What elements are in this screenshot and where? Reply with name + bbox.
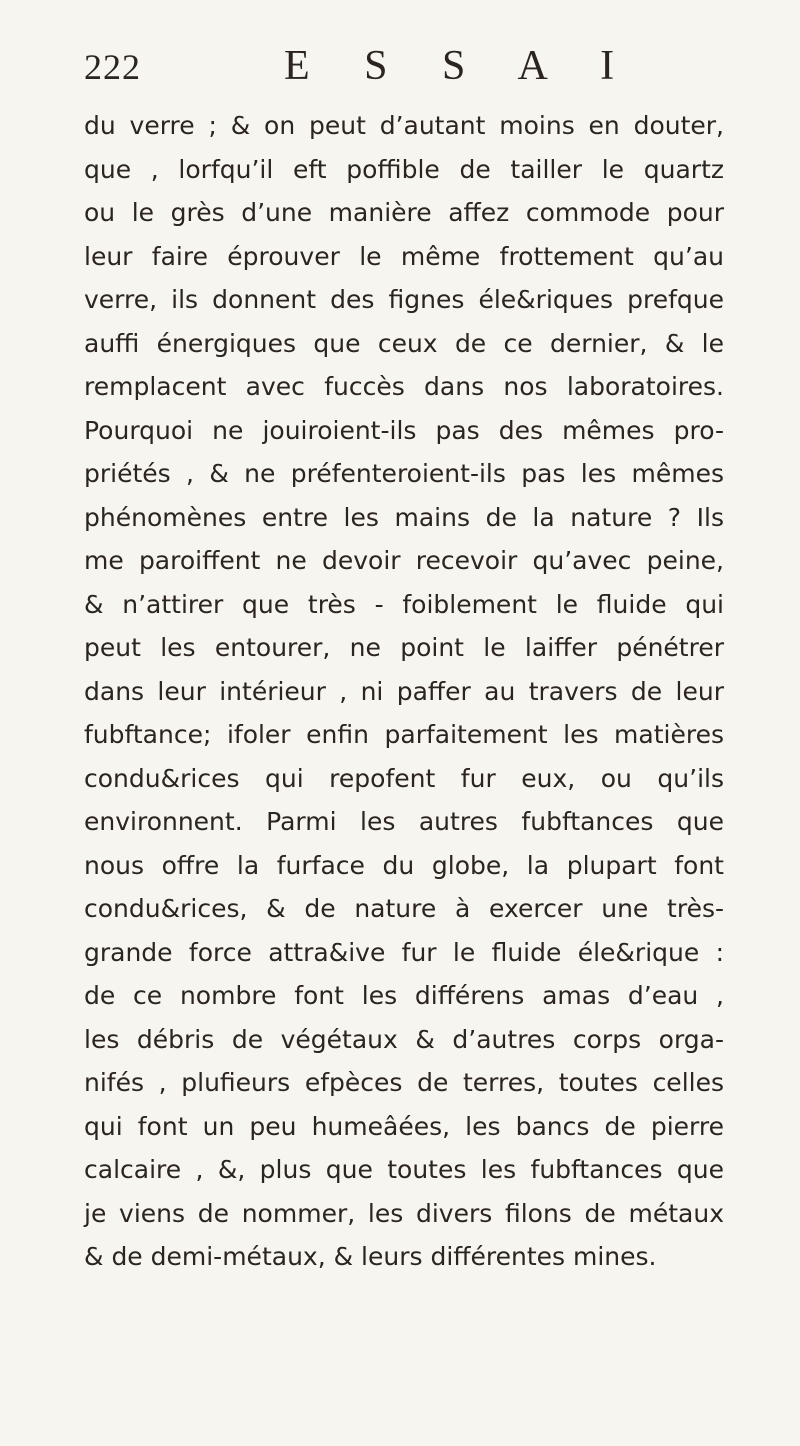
text-line-last: & de demi-métaux, & leurs différentes mines. <box>84 1242 657 1271</box>
text-line: que , lorfqu’il eft poffible de tailler le quartz <box>84 154 724 184</box>
page-number: 222 <box>84 47 141 87</box>
body-text <box>84 104 724 1279</box>
text-line: ou le grès d’une manière affez commode pour <box>84 198 724 227</box>
text-line: condu&rices, & de nature à exercer une très- <box>84 894 724 923</box>
running-title: E S S A I <box>284 43 637 89</box>
text-line: auffi énergiques que ceux de ce dernier, & le <box>84 328 724 358</box>
text-line: fubftance; ifoler enfin parfaitement les matières <box>84 720 724 749</box>
text-line: grande force attra&ive fur le fluide éle&rique : <box>84 937 724 967</box>
text-line: verre, ils donnent des fignes éle&riques prefque <box>84 285 724 314</box>
text-line: peut les entourer, ne point le laiffer pénétrer <box>84 633 724 662</box>
text-line: condu&rices qui repofent fur eux, ou qu’ils <box>84 763 724 793</box>
text-line: calcaire , &, plus que toutes les fubftances que <box>84 1155 724 1184</box>
text-line: Pourquoi ne jouiroient-ils pas des mêmes pro- <box>84 415 724 445</box>
text-line: dans leur intérieur , ni paffer au travers de leur <box>84 676 724 706</box>
text-line: je viens de nommer, les divers filons de métaux <box>84 1198 724 1228</box>
text-line: du verre ; & on peut d’autant moins en douter, <box>84 111 724 140</box>
text-line: nous offre la furface du globe, la plupart font <box>84 850 724 880</box>
text-line: leur faire éprouver le même frottement qu’au <box>84 241 724 271</box>
text-line: & n’attirer que très - foiblement le fluide qui <box>84 589 724 619</box>
text-line: remplacent avec fuccès dans nos laboratoires. <box>84 372 724 401</box>
text-line: les débris de végétaux & d’autres corps orga- <box>84 1024 724 1054</box>
text-line: phénomènes entre les mains de la nature ? Ils <box>84 502 724 532</box>
text-line: nifés , plufieurs efpèces de terres, toutes celles <box>84 1068 724 1097</box>
text-line: priétés , & ne préfenteroient-ils pas les mêmes <box>84 459 724 488</box>
running-head <box>84 42 724 102</box>
text-line: qui font un peu humeâées, les bancs de pierre <box>84 1111 724 1141</box>
text-line: me paroiffent ne devoir recevoir qu’avec peine, <box>84 546 724 575</box>
text-line: environnent. Parmi les autres fubftances que <box>84 807 724 836</box>
text-line: de ce nombre font les différens amas d’eau , <box>84 981 724 1010</box>
